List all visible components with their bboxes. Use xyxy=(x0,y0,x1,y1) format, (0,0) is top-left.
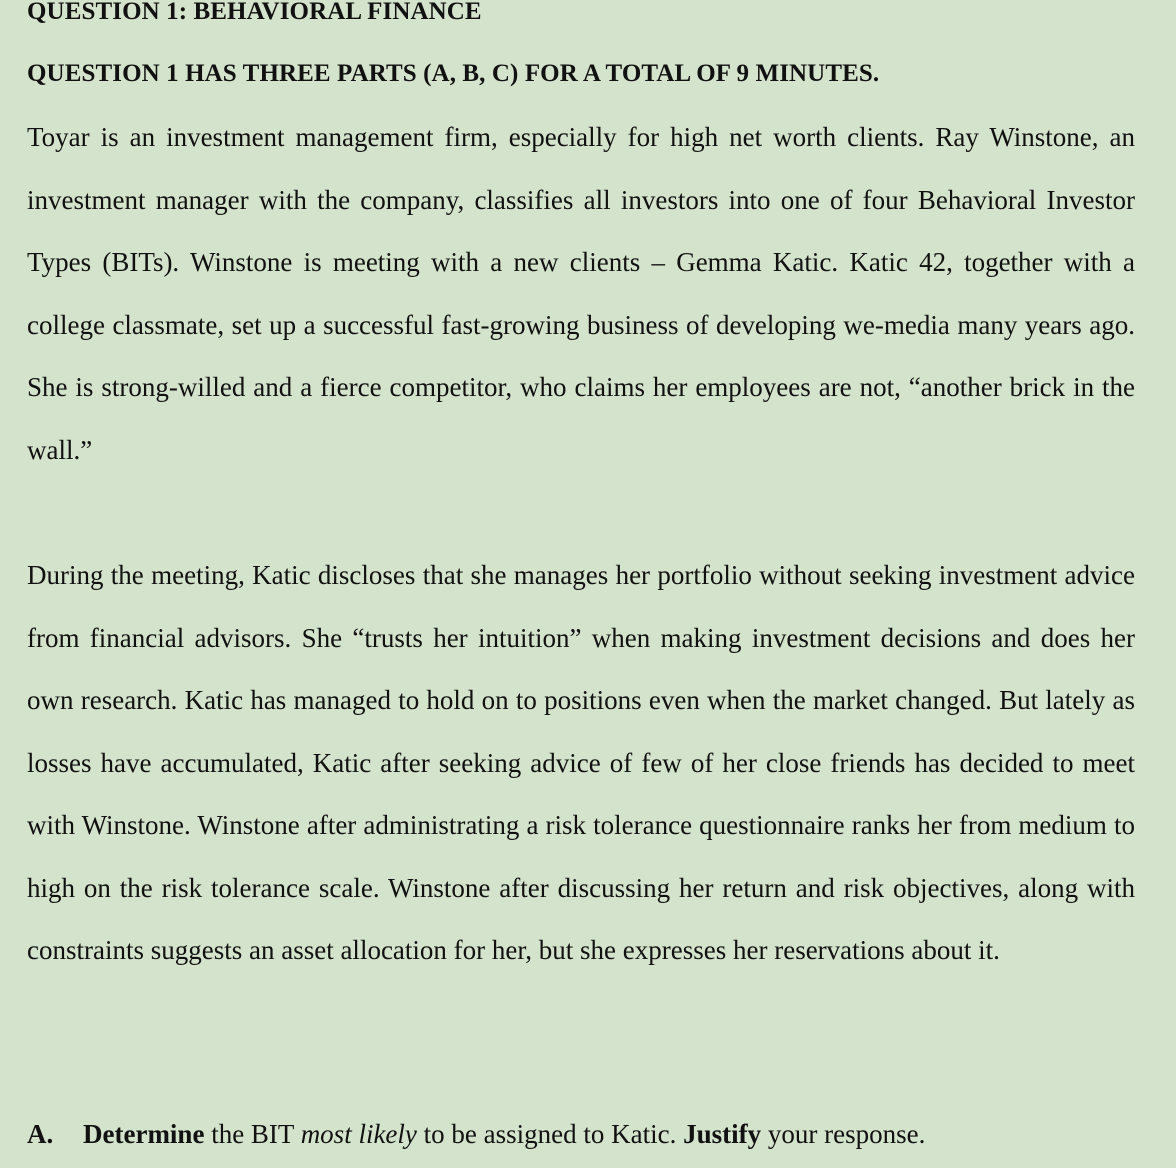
question-a xyxy=(27,1119,925,1150)
question-verb-2: Justify xyxy=(683,1119,762,1149)
case-paragraph-1: Toyar is an investment management firm, especially for high net worth clients. Ray Winstone, an investment manager with the company, classifies all investors into one of four Behavioral Investor Types (BITs). Winstone is meeting with a new clients – Gemma Katic. Katic 42, together with a college classmate, set up a successful fast-growing business of developing we-media many years ago. She is strong-willed and a fierce competitor, who claims her employees are not, “another brick in the wall.” xyxy=(27,122,1135,465)
question-letter: A. xyxy=(27,1119,54,1149)
question-emphasis: most likely xyxy=(300,1119,417,1149)
question-text-3: your response. xyxy=(761,1119,926,1149)
case-paragraph-2: During the meeting, Katic discloses that she manages her portfolio without seeking investment advice from financial advisors. She “trusts her intuition” when making investment decisions and does her own research. Katic has managed to hold on to positions even when the market changed. But lately as losses have accumulated, Katic after seeking advice of few of her close friends has decided to meet with Winstone. Winstone after administrating a risk tolerance questionnaire ranks her from medium to high on the risk tolerance scale. Winstone after discussing her return and risk objectives, along with constraints suggests an asset allocation for her, but she expresses her reservations about it. xyxy=(27,560,1135,965)
question-text-1: the BIT xyxy=(204,1119,301,1149)
question-verb: Determine xyxy=(83,1119,205,1149)
question-text-2: to be assigned to Katic. xyxy=(416,1119,684,1149)
section-title: QUESTION 1: BEHAVIORAL FINANCE xyxy=(27,0,482,25)
parts-note: QUESTION 1 HAS THREE PARTS (A, B, C) FOR A TOTAL OF 9 MINUTES. xyxy=(27,60,880,87)
